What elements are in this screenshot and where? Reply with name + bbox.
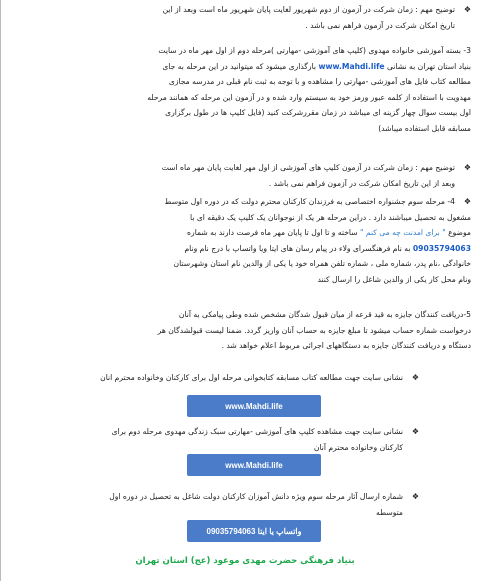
- button-1-label: www.Mahdi.life: [225, 401, 283, 411]
- bullet-star-icon: ❖: [411, 373, 419, 382]
- section-4-line-3: موضوع " برای امدنت چه می کنم " ساخته و تا اول تا پایان مهر ماه فرصت دارند به شماره: [187, 228, 471, 237]
- button-3-label: واتساپ یا ایتا 09035794063: [206, 526, 302, 536]
- link-item-3: [23, 489, 419, 520]
- section-5-line-2: درخواست شماره حساب میشود تا مبلغ جایزه به حساب آنان واریز گردد. ضمنا لیست قبولشدگان هر: [157, 325, 471, 335]
- section-4: [23, 194, 471, 287]
- mahdi-life-button-1[interactable]: [187, 395, 321, 417]
- section-4-line-1: 4- مرحله سوم جشنواره اختصاصی به فرزندان کارکنان محترم دولت که در دوره اول متوسط: [164, 197, 455, 206]
- mahdi-life-link[interactable]: www.Mahdi.life: [318, 61, 385, 71]
- button-2-label: www.Mahdi.life: [225, 460, 283, 470]
- section-5-line-3: دستگاه و دریافت کنندگان جایزه به دستگاههای اجرائی مربوط اعلام خواهد شد .: [221, 341, 471, 350]
- bullet-star-icon: ❖: [463, 197, 471, 206]
- whatsapp-eitaa-button[interactable]: [187, 520, 321, 542]
- link-item-2-line-1: نشانی سایت جهت مشاهده کلیپ های آموزشی -مهارتی سبک زندگی مهدوی مرحله دوم برای: [111, 427, 403, 436]
- phone-number: 09035794063: [412, 243, 471, 253]
- link-item-1: [23, 370, 419, 386]
- section-3-line-3: مطالعه کتاب فایل های آموزشی -مهارتی را مشاهده و با توجه به ثبت نام قبلی در مدرسه مجازی: [168, 77, 471, 86]
- note-2-line-1: توضیح مهم : زمان شرکت در آزمون کلیپ های آموزشی از اول مهر لغایت پایان مهر ماه است: [161, 163, 455, 172]
- link-item-2-line-2: کارکنان وخانواده محترم آنان: [313, 442, 403, 452]
- note-2: [23, 160, 471, 191]
- note-1: [23, 2, 471, 33]
- footer-organization-name: بنیاد فرهنگی حضرت مهدی موعود (عج) استان تهران: [135, 556, 355, 566]
- link-item-3-line-2: متوسطه: [376, 507, 403, 517]
- section-3-line-5: اول بیست سوال چهار گزینه ای میباشد در زمان مقررشرکت کنید (فایل کلیپ ها در طول برگزاری: [165, 108, 471, 117]
- bullet-star-icon: ❖: [463, 5, 471, 14]
- link-item-2: [23, 424, 419, 455]
- section-4-line-5: خانوادگی ،نام پدر، شماره ملی ، شماره تلفن همراه خود یا یکی از والدین نام استان وشهرستان: [173, 259, 471, 268]
- bullet-star-icon: ❖: [463, 163, 471, 172]
- bullet-star-icon: ❖: [411, 492, 419, 501]
- section-4-line-4: 09035794063 به نام فرهنگسرای ولاء در پیام رسان های ایتا ویا واتساپ با درج نام ونام: [184, 243, 471, 253]
- note-1-line-2: تاریخ امکان شرکت در آزمون فراهم نمی باشد .: [305, 20, 455, 30]
- link-item-3-line-1: شماره ارسال آثار مرحله سوم ویژه دانش آموزان کارکنان دولت شاغل به تحصیل در دوره اول: [109, 492, 403, 501]
- section-4-line-2: مشغول به تحصیل میباشند دارد . دراین مرحله هر یک از نوجوانان یک کلیپ یک دقیقه ای با: [190, 212, 471, 222]
- link-item-1-text: نشانی سایت جهت مطالعه کتاب مسابقه کتابخوانی مرحله اول برای کارکنان وخانواده محترم انان: [100, 373, 403, 382]
- section-3-line-6: مسابقه قابل استفاده میباشد): [378, 123, 471, 133]
- section-5: [23, 307, 471, 354]
- section-3-line-2: بنیاد استان تهران به نشانی www.Mahdi.life بارگذاری میشود که میتوانید در این مرحله به جای: [162, 61, 471, 71]
- section-3-line-1: 3- بسته آموزشی خانواده مهدوی (کلیپ های آموزشی -مهارتی )مرحله دوم از اول مهر ماه در سایت: [158, 46, 471, 55]
- topic-quote: " برای امدنت چه می کنم ": [360, 228, 446, 237]
- section-4-line-6: ونام محل کار یکی از والدین شاغل را ارسال کنند: [317, 274, 471, 284]
- bullet-star-icon: ❖: [411, 427, 419, 436]
- section-3: [23, 43, 471, 136]
- mahdi-life-button-2[interactable]: [187, 454, 321, 476]
- section-5-line-1: 5-دریافت کنندگان جایزه به قید قرعه از میان قبول شدگان مشخص شده وطی پیامکی به آنان: [178, 310, 471, 319]
- note-1-line-1: توضیح مهم : زمان شرکت در آزمون از دوم شهریور لغایت پایان شهریور ماه است وبعد از این: [162, 5, 455, 14]
- note-2-line-2: وبعد از این تاریخ امکان شرکت در آزمون فراهم نمی باشد .: [268, 178, 455, 188]
- section-3-line-4: مهدویت با استفاده از کلمه عبور ورمز خود به سیستم وارد شده و در آزمون این مرحله که همانند مرحله: [147, 92, 471, 102]
